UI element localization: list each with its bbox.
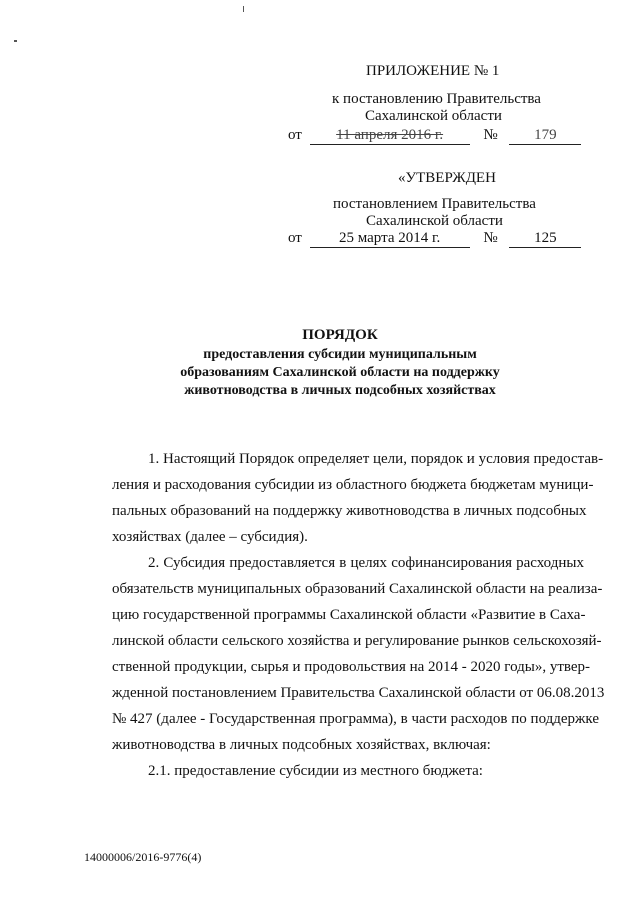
text-line: животноводства в личных подсобных хозяйствах, включая: — [112, 737, 491, 753]
appendix-line1: к постановлению Правительства — [332, 91, 541, 107]
text-line: ления и расходования субсидии из областного бюджета бюджетам муници- — [112, 477, 594, 493]
appendix-from-label: от — [288, 127, 302, 143]
subtitle-line: образованиям Сахалинской области на поддержку — [180, 365, 500, 380]
subtitle-line: животноводства в личных подсобных хозяйствах — [184, 383, 496, 398]
approved-number: 125 — [509, 230, 581, 248]
approved-date-row — [288, 230, 581, 248]
paragraph-2 — [112, 550, 605, 758]
appendix-number: 179 — [509, 127, 581, 145]
text-line: 1. Настоящий Порядок определяет цели, порядок и условия предостав- — [148, 451, 604, 467]
text-line: обязательств муниципальных образований Сахалинской области на реализа- — [112, 581, 603, 597]
text-line: пальных образований на поддержку животноводства в личных подсобных — [112, 503, 587, 519]
approved-line1: постановлением Правительства — [333, 196, 536, 212]
approved-from-label: от — [288, 230, 302, 246]
document-code: 14000006/2016-9776(4) — [84, 850, 202, 864]
paragraph-3 — [112, 758, 584, 784]
text-line: жденной постановлением Правительства Сахалинской области от 06.08.2013 — [112, 685, 605, 701]
text-line: цию государственной программы Сахалинской области «Развитие в Саха- — [112, 607, 586, 623]
paragraph-1 — [112, 446, 604, 550]
text-line: 2. Субсидия предоставляется в целях софинансирования расходных — [148, 555, 584, 571]
document-title: ПОРЯДОК — [302, 327, 378, 343]
appendix-date-row — [288, 127, 581, 145]
document-subtitle — [0, 346, 640, 400]
appendix-number-label: № — [483, 127, 498, 143]
approved-number-label: № — [483, 230, 498, 246]
appendix-date: 11 апреля 2016 г. — [310, 127, 470, 145]
approved-date: 25 марта 2014 г. — [310, 230, 470, 248]
text-line: хозяйствах (далее – субсидия). — [112, 529, 308, 545]
text-line: 2.1. предоставление субсидии из местного бюджета: — [148, 763, 483, 779]
approved-title: «УТВЕРЖДЕН — [398, 170, 496, 186]
text-line: № 427 (далее - Государственная программа), в части расходов по поддержке — [112, 711, 599, 727]
text-line: линской области сельского хозяйства и регулирование рынков сельскохозяй- — [112, 633, 602, 649]
appendix-line2: Сахалинской области — [365, 108, 502, 124]
text-line: ственной продукции, сырья и продовольствия на 2014 - 2020 годы», утвер- — [112, 659, 591, 675]
subtitle-line: предоставления субсидии муниципальным — [203, 347, 477, 362]
scan-mark — [14, 40, 17, 42]
approved-line2: Сахалинской области — [366, 213, 503, 229]
appendix-title: ПРИЛОЖЕНИЕ № 1 — [366, 63, 500, 79]
scan-mark — [243, 6, 244, 12]
